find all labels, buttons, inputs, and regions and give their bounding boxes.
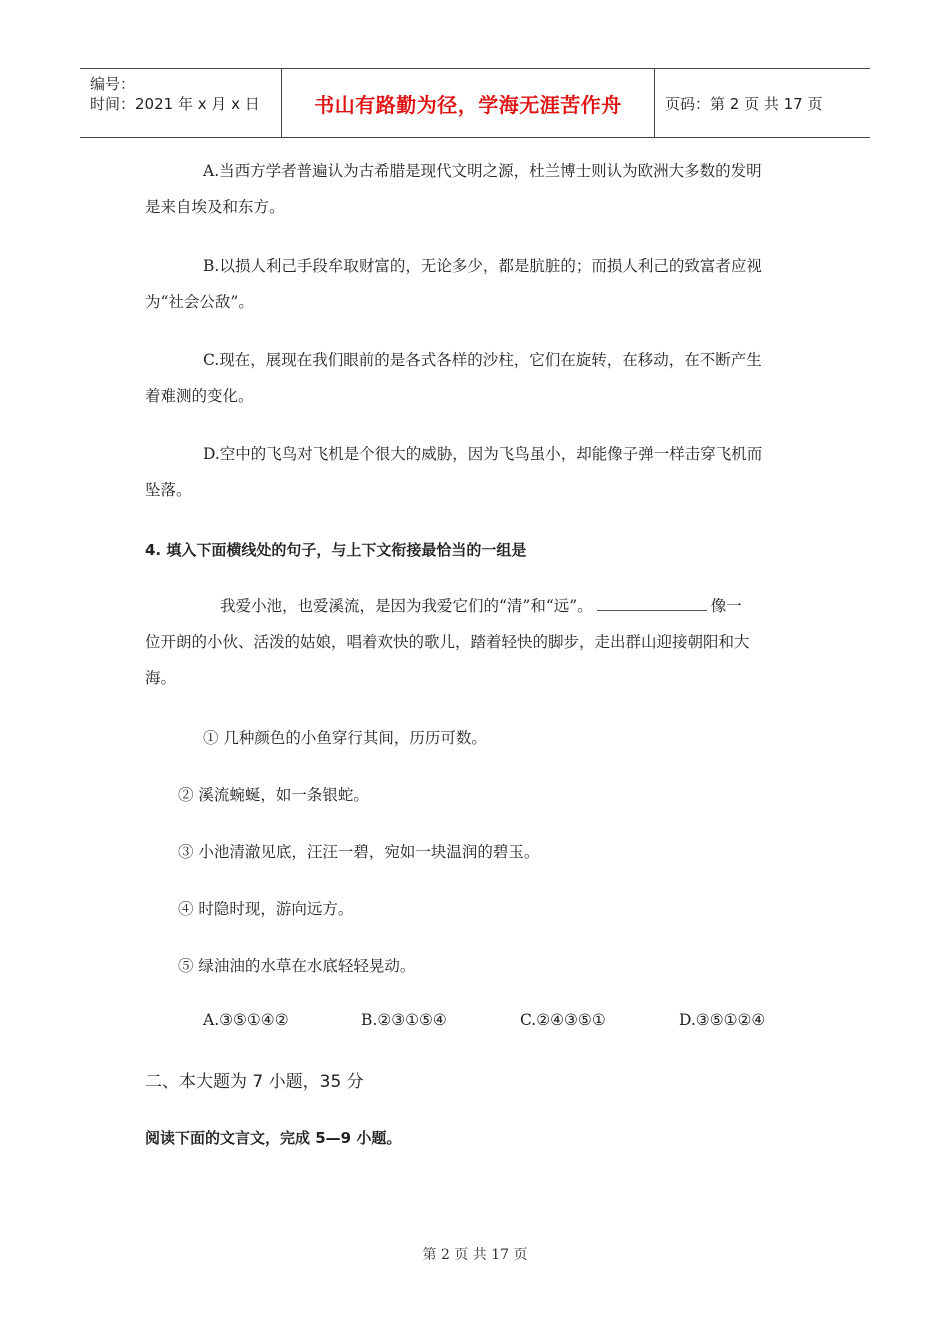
page-footer: 第 2 页 共 17 页: [422, 1247, 528, 1263]
option-c-line2: 着难测的变化。: [145, 387, 254, 405]
header-meta: [80, 69, 282, 137]
option-a: [145, 153, 810, 225]
section-2-title: 二、本大题为 7 小题，35 分: [145, 1072, 364, 1092]
option-d: [145, 436, 810, 508]
number-label: 编号：: [90, 75, 136, 93]
passage-line2: 位开朗的小伙、活泼的姑娘，唱着欢快的歌儿，踏着轻快的脚步，走出群山迎接朝阳和大: [145, 633, 750, 651]
choice-d: D.③⑤①②④: [679, 1011, 766, 1029]
time-label: 时间：2021 年 x 月 x 日: [90, 95, 260, 113]
choice-c: C.②④③⑤①: [520, 1011, 606, 1029]
choice-b: B.②③①⑤④: [361, 1011, 447, 1029]
list-item: ② 溪流蜿蜒，如一条银蛇。: [178, 786, 369, 804]
answer-blank: [597, 596, 707, 611]
question-4-title: 4. 填入下面横线处的句子，与上下文衔接最恰当的一组是: [145, 541, 527, 559]
option-a-line1: A.当西方学者普遍认为古希腊是现代文明之源，杜兰博士则认为欧洲大多数的发明: [203, 162, 762, 180]
list-item: ③ 小池清澈见底，汪汪一碧，宛如一块温润的碧玉。: [178, 843, 540, 861]
motto: 书山有路勤为径，学海无涯苦作舟: [314, 92, 622, 117]
page-info: 页码：第 2 页 共 17 页: [665, 94, 823, 113]
passage-line3: 海。: [145, 669, 177, 687]
passage-after-blank: 像一: [710, 597, 742, 615]
option-c: [145, 342, 810, 414]
option-b-line2: 为“社会公敌”。: [145, 293, 254, 311]
header-motto-cell: [282, 69, 655, 137]
question-4-passage: [145, 588, 810, 696]
page-header: [80, 68, 870, 138]
option-c-line1: C.现在，展现在我们眼前的是各式各样的沙柱，它们在旋转，在移动，在不断产生: [203, 351, 762, 369]
section-2-instruction: 阅读下面的文言文，完成 5—9 小题。: [145, 1129, 402, 1147]
option-d-line1: D.空中的飞鸟对飞机是个很大的威胁，因为飞鸟虽小，却能像子弹一样击穿飞机而: [203, 445, 763, 463]
header-page-cell: [655, 69, 870, 137]
option-a-line2: 是来自埃及和东方。: [145, 198, 285, 216]
passage-before-blank: 我爱小池，也爱溪流，是因为我爱它们的“清”和“远”。: [220, 597, 593, 615]
option-d-line2: 坠落。: [145, 481, 192, 499]
list-item: ⑤ 绿油油的水草在水底轻轻晃动。: [178, 957, 416, 975]
choice-a: A.③⑤①④②: [203, 1011, 289, 1029]
option-b-line1: B.以损人利己手段牟取财富的，无论多少，都是肮脏的；而损人利己的致富者应视: [203, 257, 762, 275]
option-b: [145, 248, 810, 320]
list-item: ① 几种颜色的小鱼穿行其间，历历可数。: [203, 729, 487, 747]
list-item: ④ 时隐时现，游向远方。: [178, 900, 354, 918]
